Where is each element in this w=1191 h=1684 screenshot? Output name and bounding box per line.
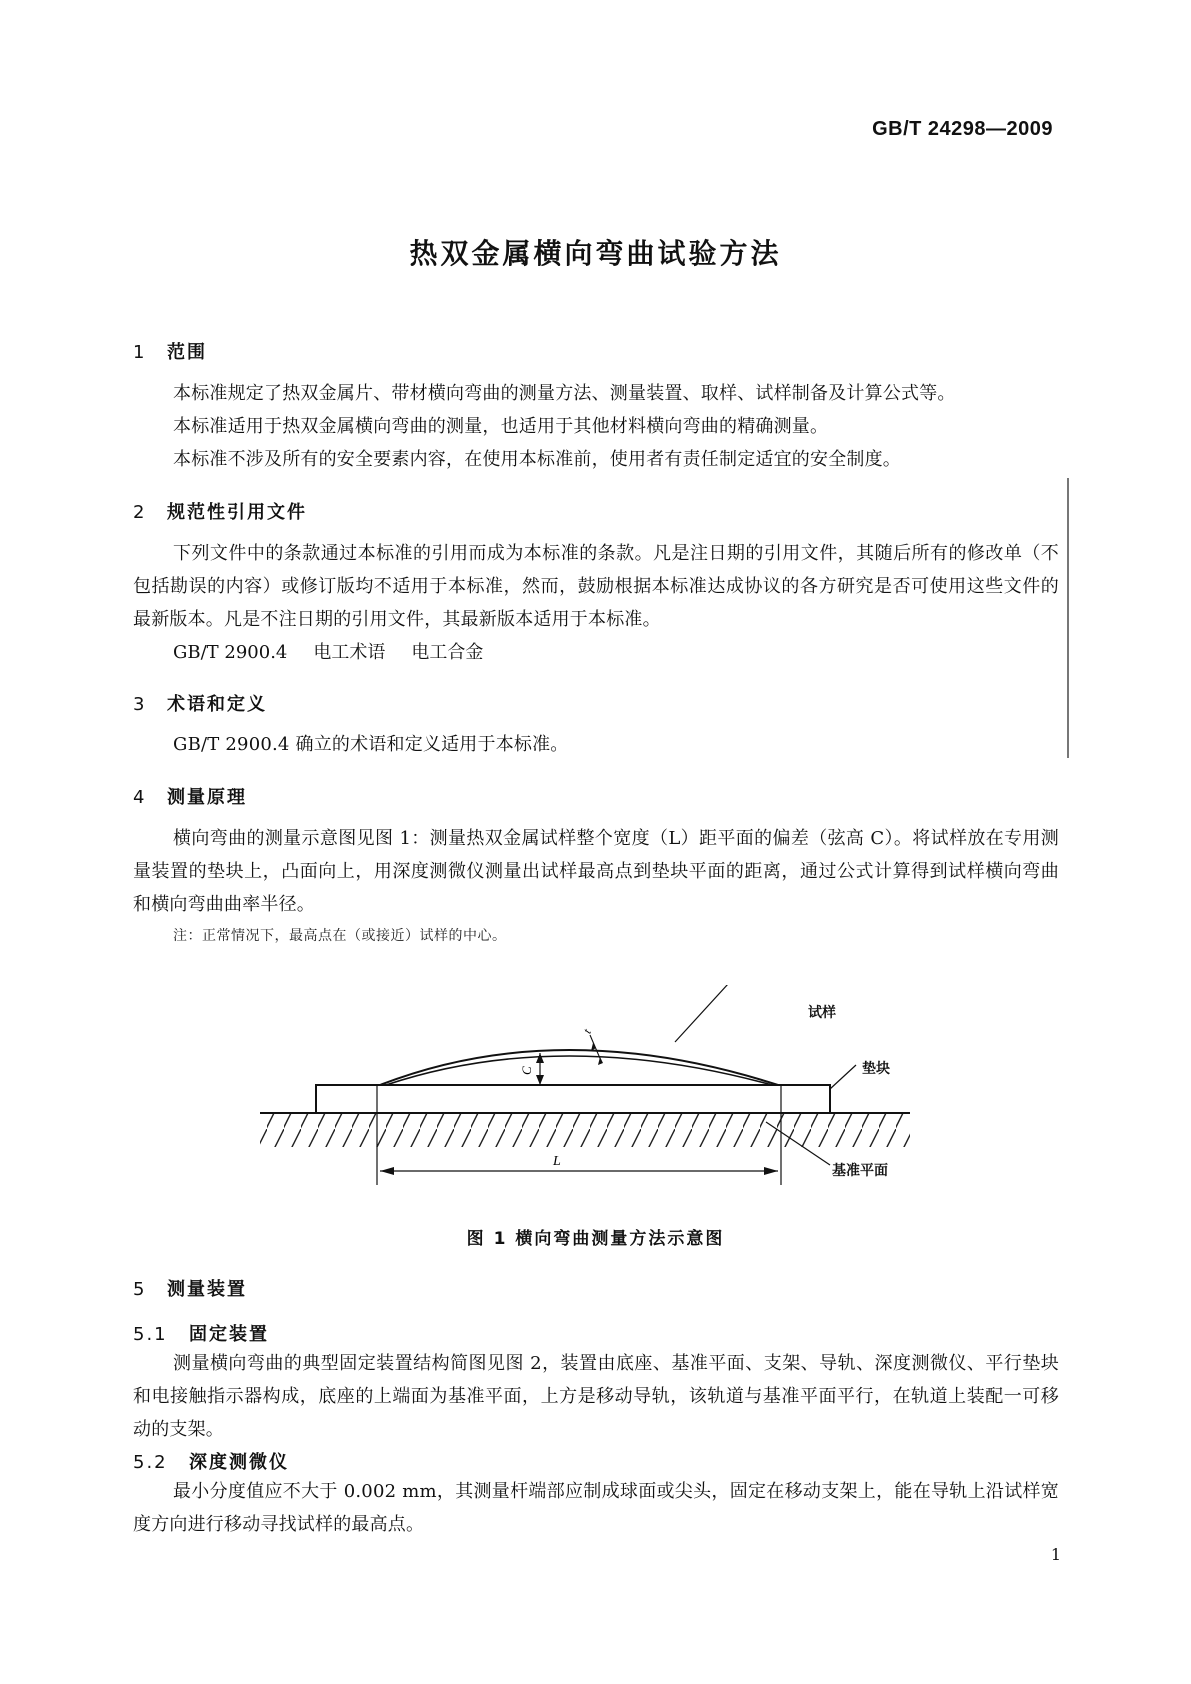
section-3-paragraph: GB/T 2900.4 确立的术语和定义适用于本标准。: [173, 734, 569, 755]
section-title: 固定装置: [189, 1324, 269, 1345]
reference-code: GB/T 2900.4: [173, 642, 288, 663]
document-title: 热双金属横向弯曲试验方法: [409, 237, 782, 270]
pad-leader: [830, 1065, 856, 1089]
section-5-1-heading: [133, 1320, 269, 1346]
section-title: 深度测微仪: [189, 1452, 289, 1473]
revision-bar: [1067, 478, 1069, 758]
reference-name-2: 电工合金: [411, 642, 484, 663]
section-5-2-paragraph: 最小分度值应不大于 0.002 mm，其测量杆端部应制成球面或尖头，固定在移动支架上，能在导轨上沿试样宽度方向进行移动寻找试样的最高点。: [133, 1481, 1059, 1535]
section-4-note: 注：正常情况下，最高点在（或接近）试样的中心。: [173, 928, 507, 944]
section-1-paragraph-2: 本标准适用于热双金属横向弯曲的测量，也适用于其他材料横向弯曲的精确测量。: [173, 416, 829, 437]
section-title: 测量原理: [167, 787, 247, 808]
section-1-paragraph-1: 本标准规定了热双金属片、带材横向弯曲的测量方法、测量装置、取样、试样制备及计算公式等。: [173, 383, 956, 404]
section-4-paragraph: 横向弯曲的测量示意图见图 1：测量热双金属试样整个宽度（L）距平面的偏差（弦高 C）。将试样放在专用测量装置的垫块上，凸面向上，用深度测微仪测量出试样最高点到垫块平面的距离，通过公式计算得到试样横向弯曲和横向弯曲曲率半径。: [133, 828, 1059, 915]
label-c: C: [519, 1066, 534, 1075]
figure-1-diagram: [250, 985, 950, 1185]
section-2-heading: [133, 498, 307, 524]
normative-reference: [173, 638, 509, 664]
section-title: 范围: [167, 342, 207, 363]
sample-leader: [675, 985, 760, 1042]
section-number: 2: [133, 502, 147, 523]
section-5-1-paragraph: 测量横向弯曲的典型固定装置结构简图见图 2，装置由底座、基准平面、支架、导轨、深度测微仪、平行垫块和电接触指示器构成，底座的上端面为基准平面，上方是移动导轨，该轨道与基准平面平行，在轨道上装配一可移动的支架。: [133, 1353, 1059, 1440]
figure-1-caption: 图 1 横向弯曲测量方法示意图: [466, 1229, 725, 1249]
section-4-heading: [133, 783, 247, 809]
label-sample: 试样: [808, 1005, 836, 1021]
section-title: 测量装置: [167, 1279, 247, 1300]
label-l: L: [553, 1154, 561, 1169]
c-arrow-bottom: [536, 1075, 544, 1085]
section-5-2-heading: [133, 1448, 289, 1474]
section-title: 规范性引用文件: [167, 502, 307, 523]
label-base-plane: 基准平面: [832, 1163, 888, 1179]
section-number: 4: [133, 787, 147, 808]
section-1-heading: [133, 338, 207, 364]
section-1-paragraph-3: 本标准不涉及所有的安全要素内容，在使用本标准前，使用者有责任制定适宜的安全制度。: [173, 449, 901, 470]
sample-outer-arc: [380, 1050, 778, 1085]
section-number: 5: [133, 1279, 147, 1300]
l-arrow-right: [764, 1167, 778, 1175]
page-number: 1: [1050, 1545, 1061, 1564]
t-arrow-bottom: [598, 1057, 603, 1065]
base-hatching: [260, 1113, 910, 1147]
section-2-paragraph: 下列文件中的条款通过本标准的引用而成为本标准的条款。凡是注日期的引用文件，其随后所有的修改单（不包括勘误的内容）或修订版均不适用于本标准，然而，鼓励根据本标准达成协议的各方研究是否可使用这些文件的最新版本。凡是不注日期的引用文件，其最新版本适用于本标准。: [133, 543, 1059, 630]
pad-block: [316, 1085, 830, 1113]
label-pad: 垫块: [862, 1061, 890, 1077]
standard-number: GB/T 24298—2009: [872, 118, 1053, 140]
section-5-heading: [133, 1275, 247, 1301]
reference-name-1: 电工术语: [313, 642, 386, 663]
section-number: 5.1: [133, 1324, 168, 1345]
section-3-heading: [133, 690, 267, 716]
section-number: 5.2: [133, 1452, 168, 1473]
sample-inner-arc: [386, 1056, 772, 1085]
section-title: 术语和定义: [167, 694, 267, 715]
l-arrow-left: [380, 1167, 394, 1175]
section-number: 1: [133, 342, 147, 363]
section-number: 3: [133, 694, 147, 715]
label-t: t: [579, 1026, 595, 1036]
c-arrow-top: [536, 1053, 544, 1063]
